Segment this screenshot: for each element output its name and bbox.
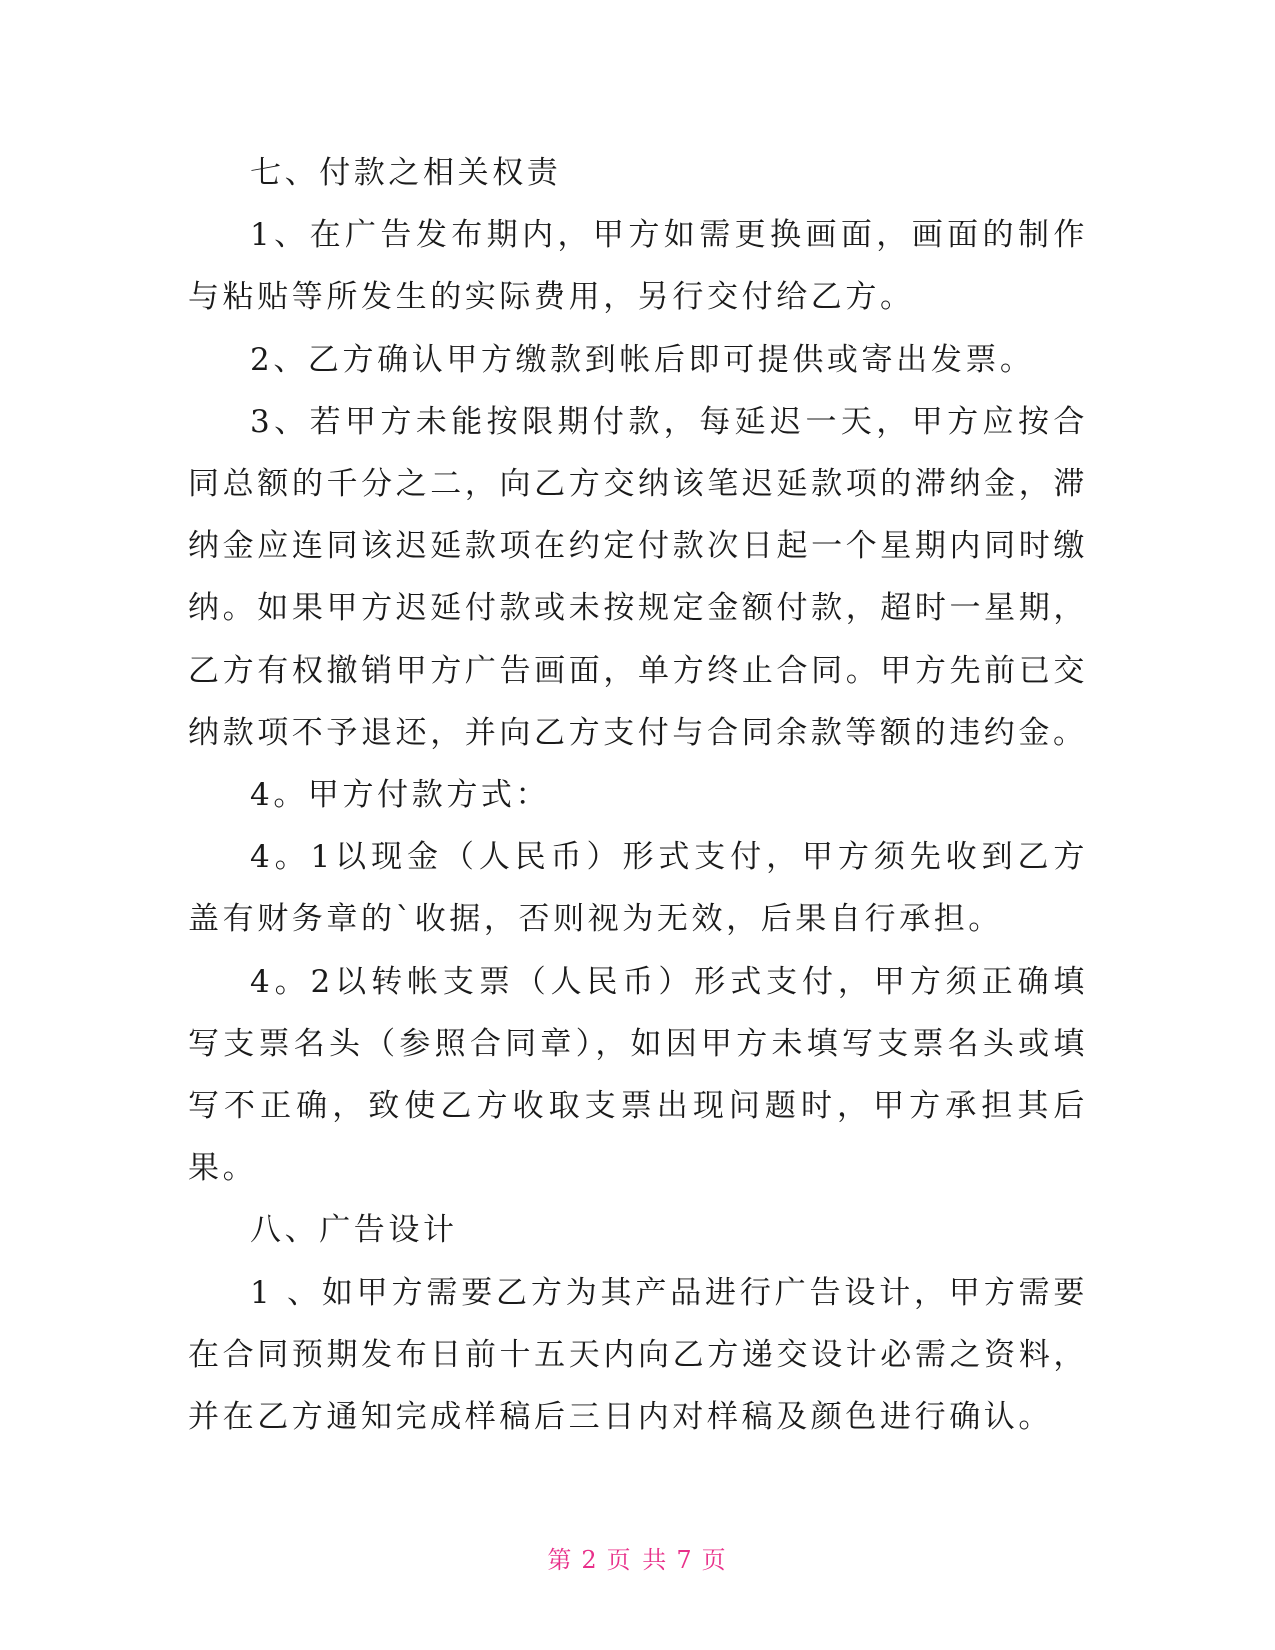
total-page-number: 7 bbox=[676, 1546, 694, 1574]
clause-paragraph: 4。甲方付款方式： bbox=[250, 777, 551, 814]
clause-paragraph: 4。1以现金（人民币）形式支付，甲方须先收到乙方盖有财务章的`收据，否则视为无效，后果自行承担。 bbox=[188, 839, 1088, 938]
document-body bbox=[188, 142, 1088, 1448]
section-heading-design: 八、广告设计 bbox=[250, 1212, 458, 1249]
footer-suffix: 页 bbox=[701, 1546, 728, 1574]
clause-paragraph: 1、在广告发布期内，甲方如需更换画面，画面的制作与粘贴等所发生的实际费用，另行交付给乙方。 bbox=[188, 217, 1088, 316]
page-footer bbox=[0, 1540, 1275, 1575]
current-page-number: 2 bbox=[581, 1546, 599, 1574]
footer-middle: 页 共 bbox=[606, 1546, 669, 1574]
clause-paragraph: 1 、如甲方需要乙方为其产品进行广告设计，甲方需要在合同预期发布日前十五天内向乙方递交设计必需之资料，并在乙方通知完成样稿后三日内对样稿及颜色进行确认。 bbox=[188, 1274, 1088, 1436]
footer-prefix: 第 bbox=[547, 1546, 574, 1574]
clause-paragraph: 4。2以转帐支票（人民币）形式支付，甲方须正确填写支票名头（参照合同章），如因甲方未填写支票名头或填写不正确，致使乙方收取支票出现问题时，甲方承担其后果。 bbox=[188, 963, 1088, 1187]
clause-paragraph: 3、若甲方未能按限期付款，每延迟一天，甲方应按合同总额的千分之二，向乙方交纳该笔迟延款项的滞纳金，滞纳金应连同该迟延款项在约定付款次日起一个星期内同时缴纳。如果甲方迟延付款或未按规定金额付款，超时一星期，乙方有权撤销甲方广告画面，单方终止合同。甲方先前已交纳款项不予退还，并向乙方支付与合同余款等额的违约金。 bbox=[188, 403, 1088, 751]
section-heading-payment: 七、付款之相关权责 bbox=[250, 155, 562, 191]
clause-paragraph: 2、乙方确认甲方缴款到帐后即可提供或寄出发票。 bbox=[250, 341, 1035, 378]
